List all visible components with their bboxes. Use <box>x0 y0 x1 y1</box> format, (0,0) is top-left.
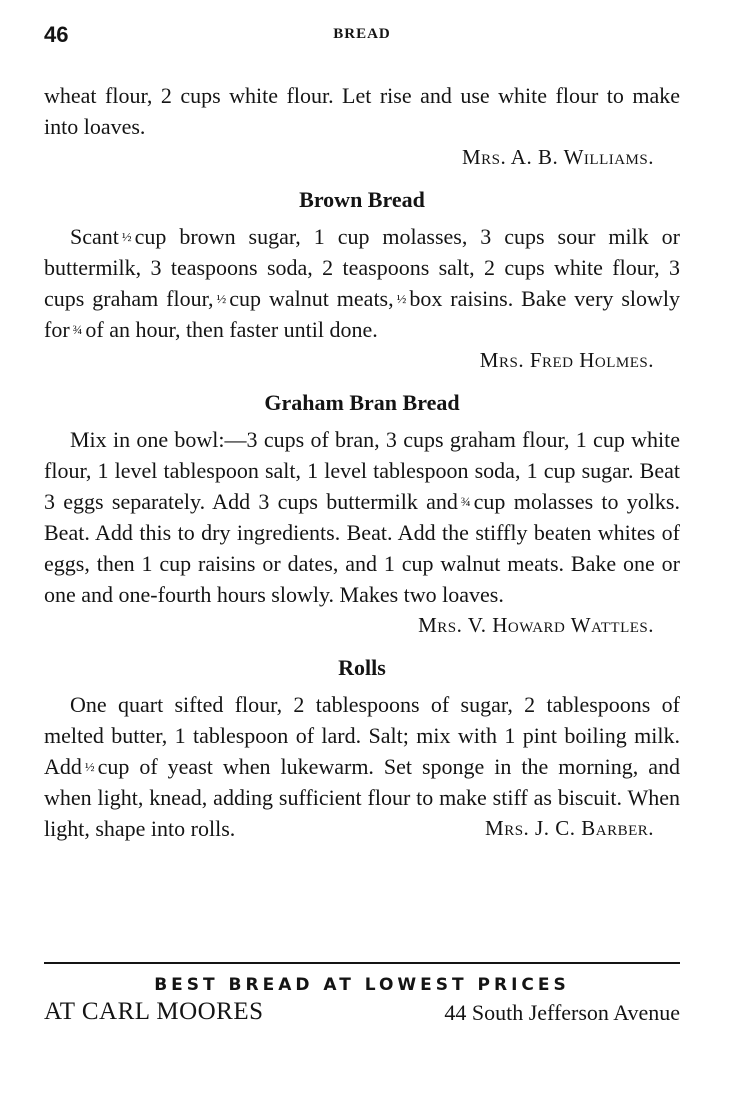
page-number: 46 <box>44 22 69 47</box>
fraction: ¾ <box>72 322 83 337</box>
recipe-author: Mrs. A. B. Williams. <box>461 145 654 169</box>
recipe-text-part: cup walnut meats, <box>229 286 394 311</box>
ad-address: 44 South Jefferson Avenue <box>444 1000 680 1025</box>
ad-slogan: BEST BREAD AT LOWEST PRICES <box>154 975 570 995</box>
recipe-title-rolls: Rolls <box>338 655 386 680</box>
recipe-title-graham-bran-bread: Graham Bran Bread <box>264 390 460 415</box>
recipe-text-brown-bread <box>44 221 680 345</box>
recipe-text-part: of an hour, then faster until done. <box>85 317 378 342</box>
ad-store-name: AT CARL MOORES <box>44 998 264 1025</box>
running-head <box>44 18 680 52</box>
advertisement <box>44 962 680 1030</box>
recipe-author: Mrs. V. Howard Wattles. <box>418 613 654 637</box>
recipe-title-brown-bread: Brown Bread <box>299 187 425 212</box>
recipe-text-rolls <box>44 689 680 844</box>
fraction: ¾ <box>460 494 471 509</box>
cookbook-page <box>44 18 680 844</box>
recipe-text-part: cup molasses to yolks. Beat. Add this to dry ingredients. Beat. Add the stiffly beaten whites of eggs, then 1 cup raisins or dates, and 1 cup walnut meats. Bake one or one and one-fourth hours slowly. Makes two loaves. <box>44 489 680 607</box>
recipe-author: Mrs. Fred Holmes. <box>479 348 654 372</box>
recipe-text-part: Scant <box>70 224 119 249</box>
section-heading: BREAD <box>333 26 391 42</box>
recipe-text-part: One quart sifted flour, 2 tablespoons of sugar, 2 tablespoons of melted butter, 1 tablespoon of lard. Salt; mix with 1 pint boiling milk. Add <box>44 692 680 779</box>
recipe-text-graham-bran-bread <box>44 424 680 610</box>
recipe-text-part: cup of yeast when lukewarm. Set sponge in the morning, and when light, knead, adding sufficient flour to make stiff as biscuit. When light, shape into rolls. <box>44 754 680 841</box>
fraction: ½ <box>84 759 95 774</box>
recipe-text-part: Mix in one bowl:—3 cups of bran, 3 cups graham flour, 1 cup white flour, 1 level tablespoon salt, 1 level tablespoon soda, 1 cup sugar. Beat 3 eggs separately. Add 3 cups buttermilk and <box>44 427 680 514</box>
recipe-text-part: box raisins. Bake very slowly for <box>44 286 680 342</box>
ad-store-line <box>44 998 680 1030</box>
continued-recipe-text: wheat flour, 2 cups white flour. Let rise and use white flour to make into loaves. <box>44 83 680 139</box>
recipe-text-part: cup brown sugar, 1 cup molasses, 3 cups sour milk or buttermilk, 3 teaspoons soda, 2 teaspoons salt, 2 cups white flour, 3 cups graham flour, <box>44 224 680 311</box>
fraction: ½ <box>121 229 132 244</box>
recipe-author: Mrs. J. C. Barber. <box>485 816 654 840</box>
fraction: ½ <box>216 291 227 306</box>
fraction: ½ <box>396 291 407 306</box>
